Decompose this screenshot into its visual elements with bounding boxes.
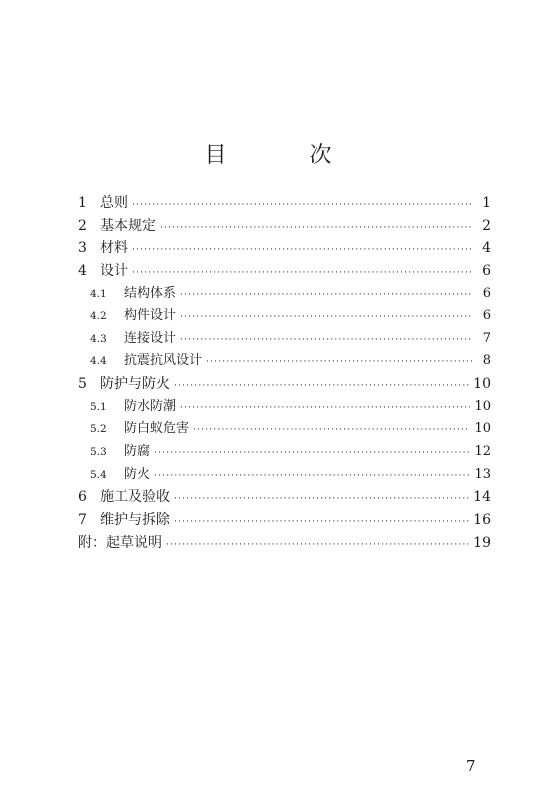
toc-entry[interactable] [78,464,491,487]
toc-entry-number: 4.3 [90,332,107,345]
toc-leader-dots [180,397,470,420]
toc-entry[interactable] [78,509,491,532]
toc-leader-dots [206,351,473,374]
toc-entry[interactable] [78,373,491,396]
toc-leader-dots [166,534,469,557]
toc-entry-number: 1 [78,195,87,211]
toc-entry-page: 1 [482,195,491,211]
toc-entry-number: 5 [78,376,87,393]
toc-entry-page: 10 [474,398,491,414]
toc-entry-number: 3 [78,240,87,257]
toc-leader-dots [180,284,473,307]
toc-entry-label: 防水防潮 [124,398,177,414]
toc-entry-label: 附：起草说明 [78,534,162,551]
toc-entry-page: 19 [473,534,491,551]
toc-leader-dots [180,306,473,329]
toc-entry-label: 基本规定 [100,217,156,234]
toc-entry[interactable] [78,192,491,215]
toc-leader-dots [174,488,469,511]
toc-entry-number: 5.1 [90,400,107,413]
toc-entry-page: 14 [473,489,491,506]
toc-entry-label: 防腐 [124,444,151,460]
toc-entry[interactable] [78,350,491,373]
table-of-contents [78,192,491,554]
toc-entry-number: 4.2 [90,310,107,323]
toc-leader-dots [174,375,469,398]
toc-entry[interactable] [78,237,491,260]
toc-entry[interactable] [78,441,491,464]
toc-entry[interactable] [78,215,491,238]
toc-entry-number: 5.4 [90,468,107,481]
toc-leader-dots [193,419,470,442]
toc-entry-page: 6 [482,285,491,301]
toc-entry-label: 施工及验收 [100,489,170,506]
toc-entry-page: 4 [482,240,491,257]
toc-entry-number: 4 [78,262,87,279]
page-number: 7 [466,757,476,775]
toc-entry-page: 8 [482,353,491,369]
toc-entry-number: 5.3 [90,446,107,459]
toc-entry-page: 2 [482,217,491,234]
toc-entry-label: 防白蚁危害 [124,421,190,437]
toc-entry-page: 10 [474,421,491,437]
page-title: 目 次 [204,143,370,168]
toc-leader-dots [132,239,473,262]
toc-entry-number: 6 [78,489,87,506]
toc-entry-label: 维护与拆除 [100,511,170,528]
toc-leader-dots [154,465,470,488]
toc-entry-label: 结构体系 [124,285,177,301]
toc-leader-dots [132,262,473,285]
toc-entry-page: 7 [482,330,491,346]
toc-entry-label: 防护与防火 [100,376,170,393]
toc-entry-page: 6 [482,262,491,279]
toc-entry-page: 12 [474,444,491,460]
toc-entry[interactable] [78,328,491,351]
toc-leader-dots [132,194,473,217]
toc-entry-label: 设计 [100,262,128,279]
toc-leader-dots [174,511,469,534]
toc-entry-page: 13 [474,466,491,482]
toc-entry-number: 4.1 [90,287,107,300]
toc-entry[interactable] [78,283,491,306]
toc-entry[interactable] [78,260,491,283]
toc-entry[interactable] [78,305,491,328]
toc-entry-number: 4.4 [90,355,107,368]
toc-entry-number: 2 [78,217,87,234]
toc-entry-label: 防火 [124,466,151,482]
toc-entry-label: 材料 [100,240,128,257]
toc-entry-number: 7 [78,511,87,528]
toc-entry[interactable] [78,396,491,419]
toc-entry-label: 总则 [100,195,128,211]
toc-entry-page: 16 [473,511,491,528]
toc-leader-dots [160,217,473,240]
toc-entry-label: 构件设计 [124,308,177,324]
toc-entry-page: 6 [482,308,491,324]
toc-entry-label: 抗震抗风设计 [124,353,203,369]
toc-entry-page: 10 [473,376,491,393]
toc-leader-dots [180,329,473,352]
toc-entry-number: 5.2 [90,423,107,436]
toc-leader-dots [154,442,470,465]
toc-entry[interactable] [78,532,491,555]
toc-entry-label: 连接设计 [124,330,177,346]
toc-entry[interactable] [78,418,491,441]
toc-entry[interactable] [78,486,491,509]
